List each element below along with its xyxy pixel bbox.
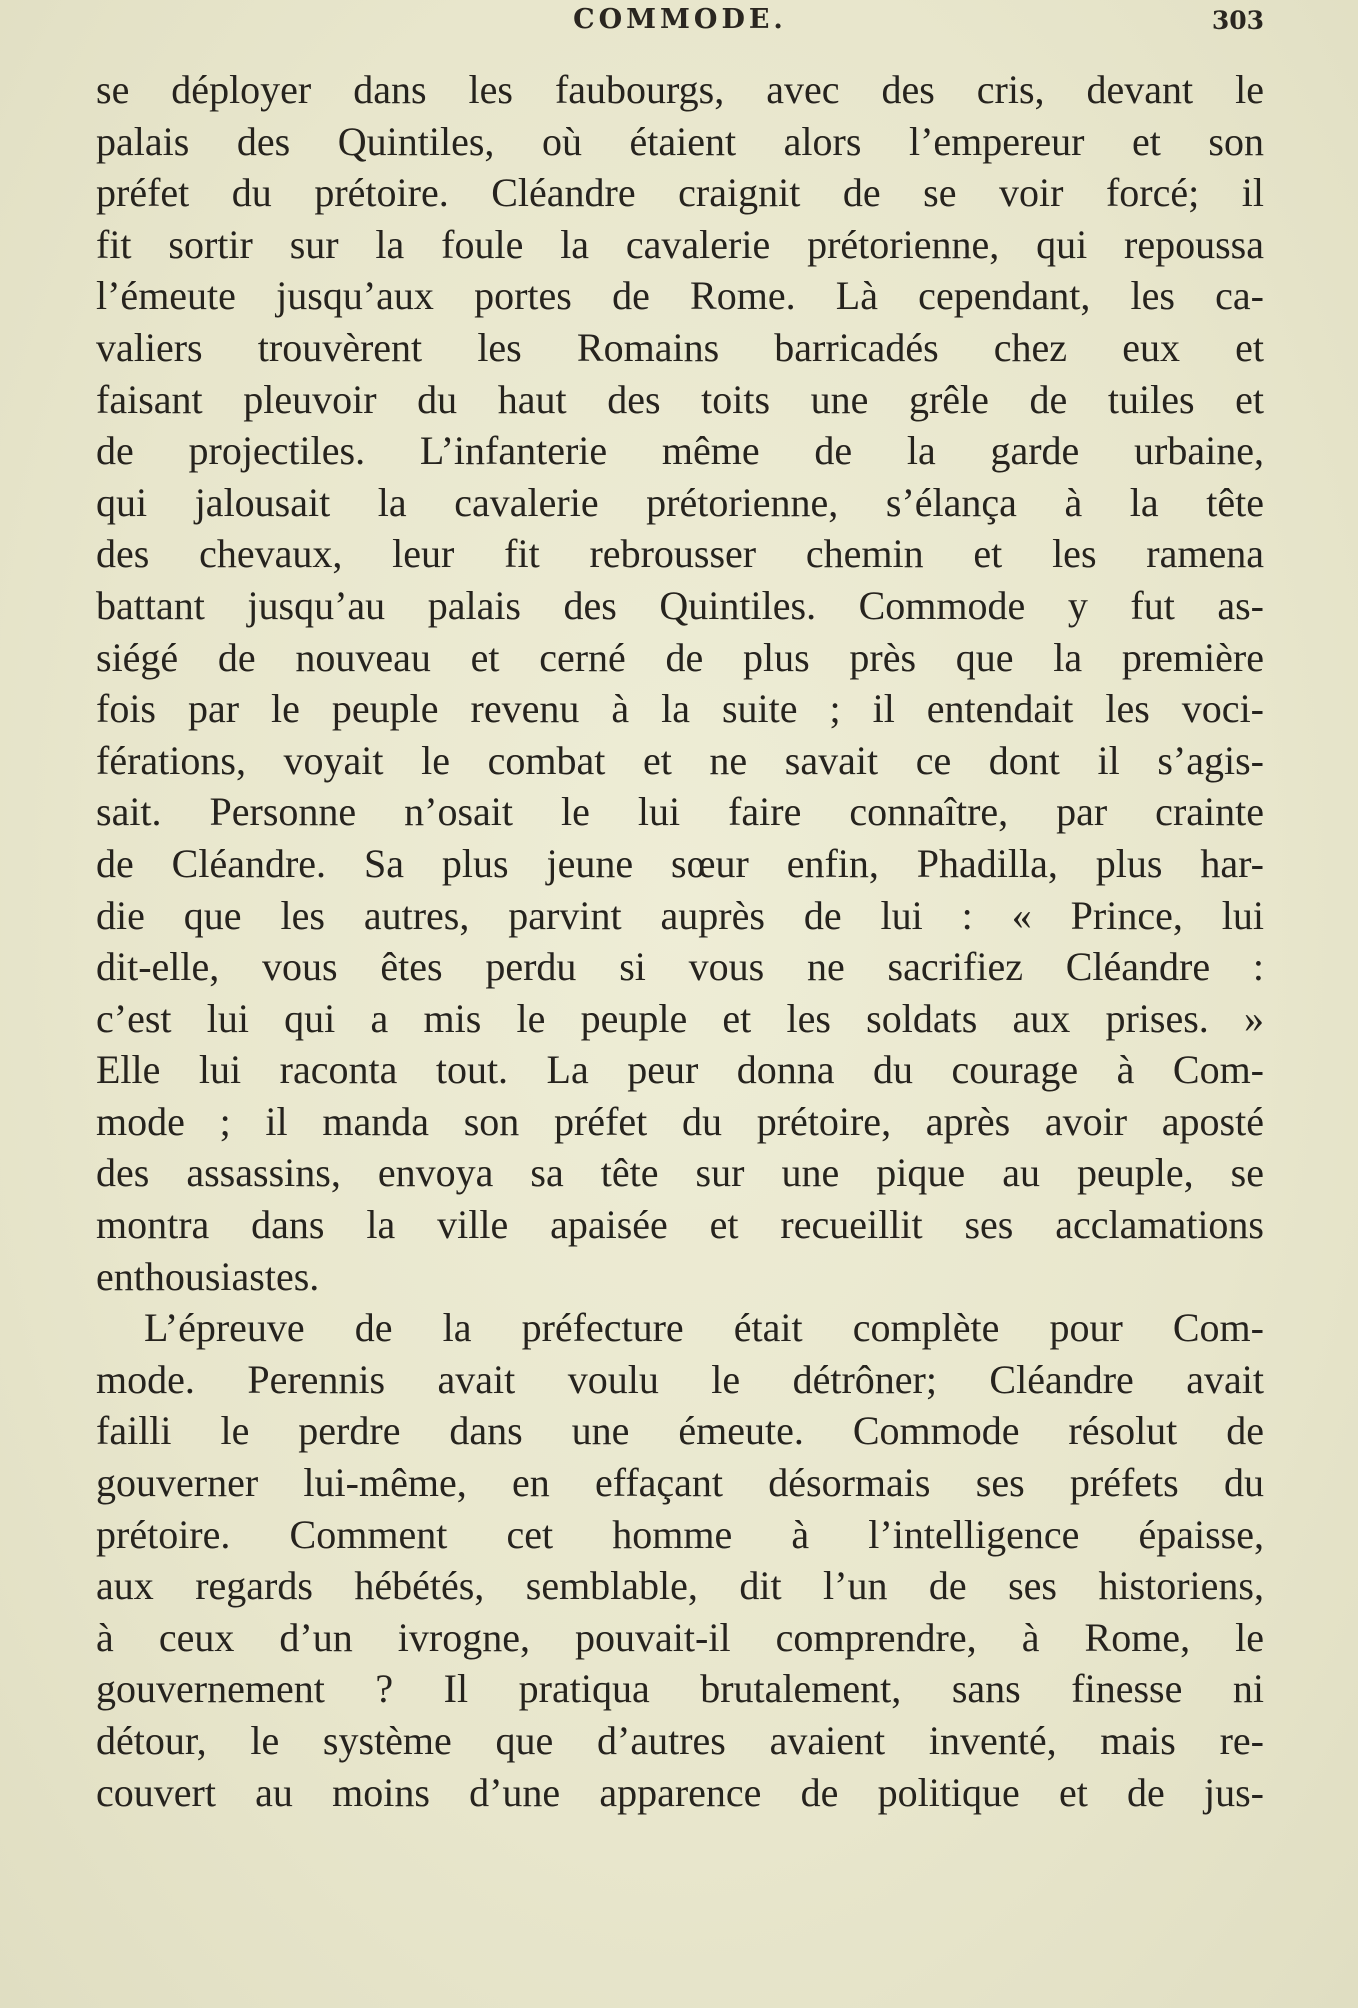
text-line: couvert au moins d’une apparence de politique et de jus- bbox=[96, 1769, 1264, 1815]
text-line: fois par le peuple revenu à la suite ; il entendait les voci- bbox=[96, 686, 1264, 732]
text-line: L’épreuve de la préfecture était complète pour Com- bbox=[144, 1305, 1264, 1351]
text-line: failli le perdre dans une émeute. Commode résolut de bbox=[96, 1408, 1264, 1454]
text-line: dit-elle, vous êtes perdu si vous ne sacrifiez Cléandre : bbox=[96, 944, 1264, 990]
text-line: se déployer dans les faubourgs, avec des cris, devant le bbox=[96, 67, 1264, 112]
text-line: à ceux d’un ivrogne, pouvait-il comprendre, à Rome, le bbox=[96, 1614, 1264, 1660]
body-text bbox=[96, 64, 1264, 1818]
text-line: valiers trouvèrent les Romains barricadés chez eux et bbox=[96, 324, 1264, 370]
text-line: aux regards hébétés, semblable, dit l’un de ses historiens, bbox=[96, 1563, 1264, 1609]
text-line: mode. Perennis avait voulu le détrôner; Cléandre avait bbox=[96, 1356, 1264, 1402]
text-line: enthousiastes. bbox=[96, 1253, 320, 1299]
text-line: préfet du prétoire. Cléandre craignit de se voir forcé; il bbox=[96, 170, 1264, 216]
text-line: prétoire. Comment cet homme à l’intelligence épaisse, bbox=[96, 1511, 1264, 1557]
text-line: de Cléandre. Sa plus jeune sœur enfin, Phadilla, plus har- bbox=[96, 840, 1264, 886]
text-line: qui jalousait la cavalerie prétorienne, s’élança à la tête bbox=[96, 479, 1264, 525]
running-head bbox=[96, 4, 1264, 50]
text-line: Elle lui raconta tout. La peur donna du courage à Com- bbox=[96, 1047, 1264, 1093]
text-line: férations, voyait le combat et ne savait ce dont il s’agis- bbox=[96, 737, 1264, 783]
text-line: siégé de nouveau et cerné de plus près que la première bbox=[96, 634, 1264, 680]
paragraph bbox=[96, 64, 1264, 1302]
text-line: battant jusqu’au palais des Quintiles. Commode y fut as- bbox=[96, 582, 1264, 628]
running-title: COMMODE. bbox=[573, 4, 787, 35]
text-line: gouvernement ? Il pratiqua brutalement, sans finesse ni bbox=[96, 1666, 1264, 1712]
paragraph bbox=[96, 1302, 1264, 1818]
text-line: de projectiles. L’infanterie même de la garde urbaine, bbox=[96, 428, 1264, 474]
text-line: c’est lui qui a mis le peuple et les soldats aux prises. » bbox=[96, 995, 1264, 1041]
text-line: l’émeute jusqu’aux portes de Rome. Là cependant, les ca- bbox=[96, 273, 1264, 319]
text-line: détour, le système que d’autres avaient inventé, mais re- bbox=[96, 1718, 1264, 1763]
text-line: palais des Quintiles, où étaient alors l’empereur et son bbox=[96, 118, 1264, 164]
text-line: fit sortir sur la foule la cavalerie prétorienne, qui repoussa bbox=[96, 221, 1264, 267]
page-number: 303 bbox=[1211, 6, 1264, 35]
text-line: faisant pleuvoir du haut des toits une grêle de tuiles et bbox=[96, 376, 1264, 422]
text-line: die que les autres, parvint auprès de lui : « Prince, lui bbox=[96, 892, 1264, 938]
text-line: gouverner lui-même, en effaçant désormais ses préfets du bbox=[96, 1460, 1264, 1506]
text-line: des assassins, envoya sa tête sur une pique au peuple, se bbox=[96, 1150, 1264, 1196]
text-line: sait. Personne n’osait le lui faire connaître, par crainte bbox=[96, 789, 1264, 835]
text-line: mode ; il manda son préfet du prétoire, après avoir aposté bbox=[96, 1098, 1264, 1144]
text-line: des chevaux, leur fit rebrousser chemin et les ramena bbox=[96, 531, 1264, 577]
text-line: montra dans la ville apaisée et recueillit ses acclamations bbox=[96, 1202, 1264, 1248]
